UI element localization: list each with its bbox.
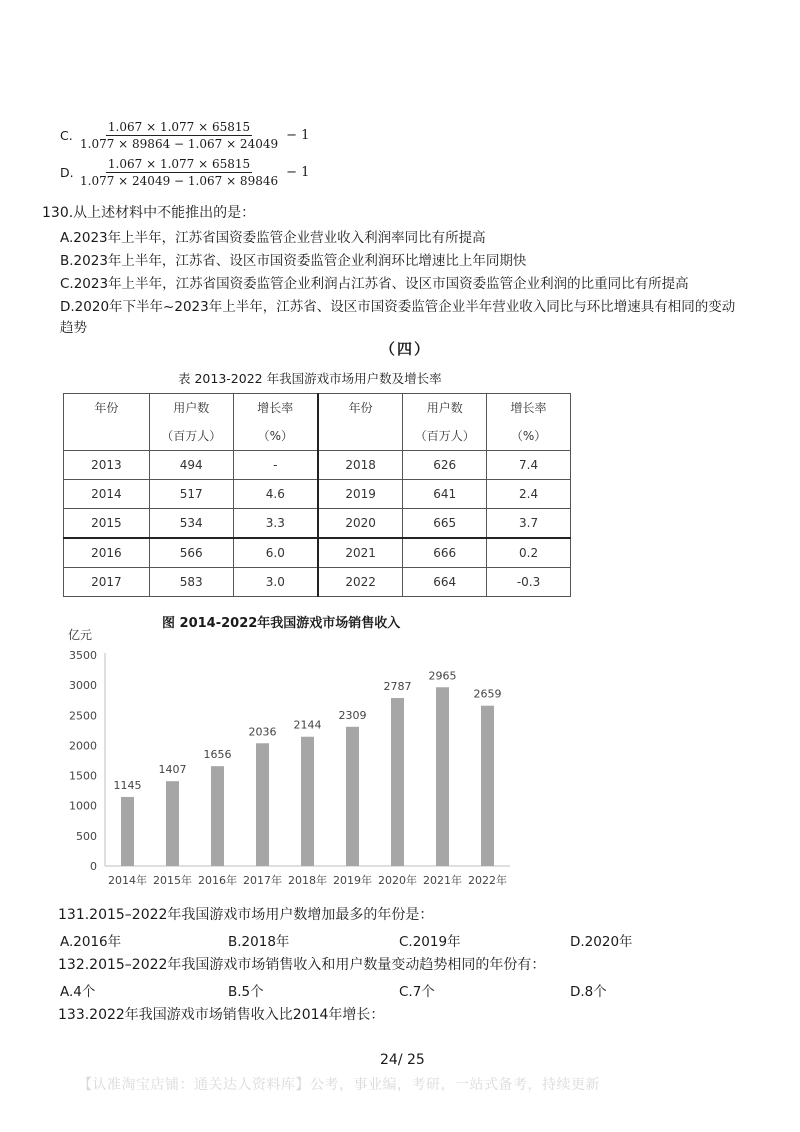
q130-stem: 130.从上述材料中不能推出的是： bbox=[42, 205, 256, 221]
header-cell: 用户数 （百万人） bbox=[149, 394, 233, 451]
q133-stem: 133.2022年我国游戏市场销售收入比2014年增长： bbox=[58, 1007, 385, 1023]
bar bbox=[121, 797, 134, 866]
table-cell: 2017 bbox=[64, 568, 150, 597]
x-tick-label: 2018年 bbox=[288, 874, 327, 887]
table-cell: 4.6 bbox=[233, 480, 318, 509]
q131-option-d[interactable]: D.2020年 bbox=[570, 934, 633, 950]
table-cell: 664 bbox=[403, 568, 487, 597]
data-label: 2309 bbox=[338, 708, 367, 722]
table-cell: 534 bbox=[149, 509, 233, 539]
table-cell: 666 bbox=[403, 538, 487, 568]
table-cell: 2015 bbox=[64, 509, 150, 539]
header-cell: 增长率 （%） bbox=[233, 394, 318, 451]
data-label: 1407 bbox=[158, 763, 187, 777]
table-cell: 6.0 bbox=[233, 538, 318, 568]
y-tick-label: 3500 bbox=[69, 649, 97, 662]
q130-option-d: D.2020年下半年~2023年上半年，江苏省、设区市国资委监管企业半年营业收入同比与环比增速具有相同的变动 bbox=[60, 299, 736, 315]
fraction bbox=[78, 157, 280, 188]
q131-option-b[interactable]: B.2018年 bbox=[228, 934, 290, 950]
q130-option-d-continued: 趋势 bbox=[60, 320, 87, 336]
data-label: 2144 bbox=[293, 718, 322, 732]
option-label: C. bbox=[60, 128, 73, 143]
header-cell: 年份 bbox=[318, 394, 403, 451]
watermark-text: 【认准淘宝店铺：通关达人资料库】公考，事业编，考研，一站式备考，持续更新 bbox=[78, 1077, 600, 1093]
y-tick-label: 3000 bbox=[69, 679, 97, 693]
table-row bbox=[64, 538, 571, 568]
y-tick-label: 1500 bbox=[69, 769, 97, 783]
bar bbox=[436, 687, 449, 866]
header-cell: 用户数 （百万人） bbox=[403, 394, 487, 451]
y-tick-label: 2500 bbox=[69, 709, 97, 723]
fraction-numerator: 1.067 × 1.077 × 65815 bbox=[107, 120, 251, 134]
table-cell: 3.3 bbox=[233, 509, 318, 539]
table-cell: 566 bbox=[149, 538, 233, 568]
fraction bbox=[78, 120, 280, 151]
bar bbox=[346, 727, 359, 866]
q132-option-d[interactable]: D.8个 bbox=[570, 984, 607, 1000]
y-axis-label: 亿元 bbox=[68, 628, 93, 642]
table-cell: 583 bbox=[149, 568, 233, 597]
revenue-bar-chart bbox=[55, 625, 525, 895]
table-cell: 2014 bbox=[64, 480, 150, 509]
y-tick-label: 2000 bbox=[69, 739, 97, 753]
table-cell: 494 bbox=[149, 451, 233, 480]
data-label: 1656 bbox=[203, 748, 232, 762]
q132-option-a[interactable]: A.4个 bbox=[60, 984, 96, 1000]
table-cell: 2019 bbox=[318, 480, 403, 509]
table-cell: 2.4 bbox=[487, 480, 571, 509]
table-cell: 665 bbox=[403, 509, 487, 539]
table-cell: 517 bbox=[149, 480, 233, 509]
bar bbox=[211, 766, 224, 866]
data-label: 2659 bbox=[473, 687, 502, 701]
fraction-denominator: 1.077 × 89864 − 1.067 × 24049 bbox=[80, 137, 279, 151]
bar bbox=[301, 737, 314, 866]
table-cell: 2022 bbox=[318, 568, 403, 597]
table-cell: 0.2 bbox=[487, 538, 571, 568]
table-cell: -0.3 bbox=[487, 568, 571, 597]
q131-option-c[interactable]: C.2019年 bbox=[399, 934, 461, 950]
table-cell: 7.4 bbox=[487, 451, 571, 480]
x-tick-label: 2016年 bbox=[198, 874, 237, 887]
data-label: 2965 bbox=[428, 669, 457, 683]
x-tick-label: 2014年 bbox=[108, 874, 147, 887]
q131-stem: 131.2015–2022年我国游戏市场用户数增加最多的年份是： bbox=[58, 907, 434, 923]
table-cell: 641 bbox=[403, 480, 487, 509]
header-cell: 增长率 （%） bbox=[487, 394, 571, 451]
y-tick-label: 0 bbox=[90, 860, 97, 873]
table-row bbox=[64, 451, 571, 480]
data-label: 1145 bbox=[113, 778, 142, 792]
x-tick-label: 2020年 bbox=[378, 874, 417, 887]
header-cell: 年份 bbox=[64, 394, 150, 451]
table-cell: 2021 bbox=[318, 538, 403, 568]
q130-option-a: A.2023年上半年，江苏省国资委监管企业营业收入利润率同比有所提高 bbox=[60, 230, 486, 246]
table-cell: 626 bbox=[403, 451, 487, 480]
table-cell: 2013 bbox=[64, 451, 150, 480]
data-label: 2036 bbox=[248, 725, 277, 739]
q132-stem: 132.2015–2022年我国游戏市场销售收入和用户数量变动趋势相同的年份有： bbox=[58, 957, 546, 973]
section-title: （四） bbox=[380, 340, 432, 358]
table-caption: 表 2013-2022 年我国游戏市场用户数及增长率 bbox=[178, 371, 442, 386]
table-row bbox=[64, 480, 571, 509]
table-cell: 2016 bbox=[64, 538, 150, 568]
bar bbox=[256, 743, 269, 866]
fraction-suffix: − 1 bbox=[286, 128, 310, 143]
table-cell: 3.0 bbox=[233, 568, 318, 597]
fraction-suffix: − 1 bbox=[286, 165, 310, 180]
q129-option-d bbox=[60, 157, 309, 188]
user-growth-table bbox=[63, 393, 571, 597]
y-tick-label: 500 bbox=[76, 829, 97, 843]
table-cell: 2018 bbox=[318, 451, 403, 480]
q130-option-c: C.2023年上半年，江苏省国资委监管企业利润占江苏省、设区市国资委监管企业利润的比重同比有所提高 bbox=[60, 276, 689, 292]
data-label: 2787 bbox=[383, 679, 412, 693]
fraction-denominator: 1.077 × 24049 − 1.067 × 89846 bbox=[80, 174, 279, 188]
q130-option-b: B.2023年上半年，江苏省、设区市国资委监管企业利润环比增速比上年同期快 bbox=[60, 253, 527, 269]
bar bbox=[481, 706, 494, 866]
q132-option-b[interactable]: B.5个 bbox=[228, 984, 264, 1000]
bar bbox=[391, 698, 404, 866]
q129-option-c bbox=[60, 120, 309, 151]
table-header-row bbox=[64, 394, 571, 451]
page-number: 24/ 25 bbox=[380, 1052, 425, 1068]
table-cell: 3.7 bbox=[487, 509, 571, 539]
bar bbox=[166, 781, 179, 866]
y-tick-label: 1000 bbox=[69, 799, 97, 813]
q131-option-a[interactable]: A.2016年 bbox=[60, 934, 122, 950]
table-cell: - bbox=[233, 451, 318, 480]
table-row bbox=[64, 568, 571, 597]
x-tick-label: 2017年 bbox=[243, 874, 282, 887]
option-label: D. bbox=[60, 165, 74, 180]
q132-option-c[interactable]: C.7个 bbox=[399, 984, 435, 1000]
fraction-numerator: 1.067 × 1.077 × 65815 bbox=[107, 157, 251, 171]
x-tick-label: 2019年 bbox=[333, 874, 372, 887]
x-tick-label: 2022年 bbox=[468, 874, 507, 887]
table-cell: 2020 bbox=[318, 509, 403, 539]
table-row bbox=[64, 509, 571, 539]
x-tick-label: 2021年 bbox=[423, 874, 462, 887]
x-tick-label: 2015年 bbox=[153, 874, 192, 887]
chart-title: 图 2014-2022年我国游戏市场销售收入 bbox=[162, 616, 401, 631]
